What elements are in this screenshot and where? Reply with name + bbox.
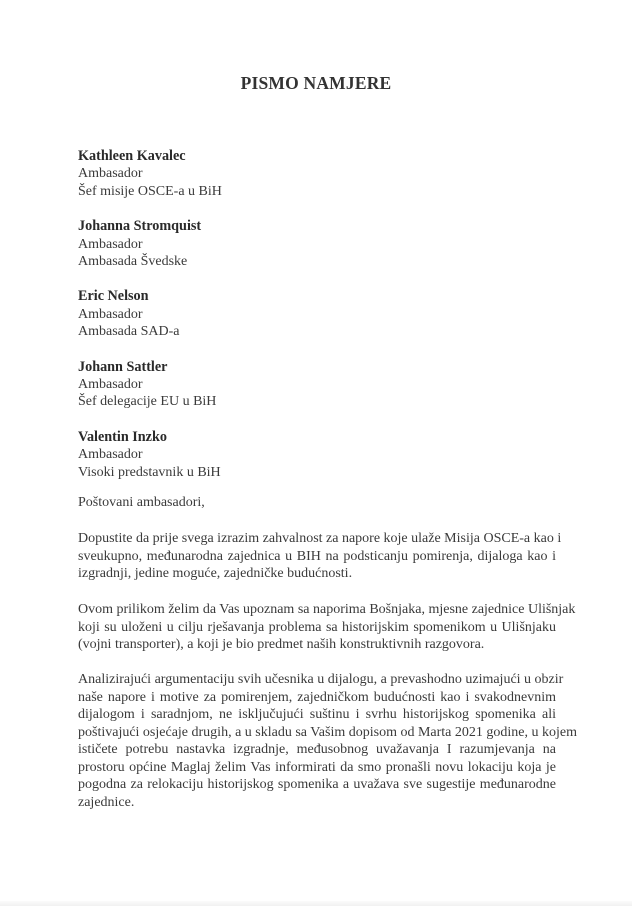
recipient-office: Ambasada Švedske	[78, 254, 188, 270]
paragraph-line: pogodna za relokaciju historijskog spomenika a uvažava sve sugestije međunarodne	[78, 777, 556, 792]
paragraph-line: dijalogom i saradnjom, ne isključujući suštinu i svrhu historijskog spomenika ali	[78, 707, 556, 722]
recipient-name: Johanna Stromquist	[78, 218, 202, 235]
recipient-role: Ambasador	[78, 166, 143, 182]
paragraph-line: (vojni transporter), a koji je bio predmet naših konstruktivnih razgovora.	[78, 637, 485, 652]
paragraph-relocation	[78, 671, 577, 811]
paragraph-line: ističete potrebu nastavka izgradnje, međusobnog uvažavanja I razumjevanja na	[78, 742, 556, 757]
paragraph-line: Ovom prilikom želim da Vas upoznam sa naporima Bošnjaka, mjesne zajednice Ulišnjak	[78, 602, 576, 617]
recipient-block	[78, 218, 378, 270]
recipient-block	[78, 288, 378, 340]
recipient-block	[78, 359, 378, 411]
document-title: PISMO NAMJERE	[240, 73, 392, 93]
paragraph-line: naše napore i motive za pomirenjem, zajedničkom budućnosti kao i svakodnevnim	[78, 689, 556, 705]
paragraph-line: zajednice.	[78, 794, 135, 810]
recipient-name: Valentin Inzko	[78, 428, 167, 445]
recipient-office: Visoki predstavnik u BiH	[78, 464, 221, 480]
paragraph-line: poštivajući osjećaje drugih, a u skladu sa Vašim dopisom od Marta 2021 godine, u kojem	[78, 724, 577, 740]
paragraph-line: Analizirajući argumentaciju svih učesnika u dijalogu, a prevashodno uzimajući u obzir	[78, 672, 564, 687]
recipient-name: Eric Nelson	[78, 288, 149, 305]
recipient-role: Ambasador	[78, 377, 143, 393]
paragraph-gratitude	[78, 530, 562, 583]
recipients-list	[78, 148, 378, 499]
recipient-office: Ambasada SAD-a	[78, 324, 180, 340]
paragraph-line: Dopustite da prije svega izrazim zahvalnost za napore koje ulaže Misija OSCE-a kao i	[78, 531, 562, 546]
paragraph-line: sveukupno, međunarodna zajednica u BIH na podsticanju pomirenja, dijaloga kao i	[78, 548, 556, 564]
recipient-name: Johann Sattler	[78, 358, 168, 375]
recipient-office: Šef delegacije EU u BiH	[78, 394, 217, 410]
paragraph-line: koji su uloženi u cilju rješavanja problema sa historijskim spomenikom u Ulišnjaku	[78, 619, 556, 635]
paragraph-line: izgradnji, jedine moguće, zajedničke budućnosti.	[78, 566, 353, 581]
paragraph-line: prostoru općine Maglaj želim Vas informirati da smo pronašli novu lokaciju koja je	[78, 759, 556, 775]
salutation: Poštovani ambasadori,	[78, 495, 205, 510]
page-bottom-edge	[0, 901, 632, 906]
recipient-block	[78, 148, 378, 200]
recipient-role: Ambasador	[78, 236, 143, 252]
recipient-name: Kathleen Kavalec	[78, 148, 186, 164]
recipient-role: Ambasador	[78, 447, 143, 463]
recipient-office: Šef misije OSCE-a u BiH	[78, 183, 222, 199]
recipient-role: Ambasador	[78, 306, 143, 322]
paragraph-efforts	[78, 601, 576, 654]
recipient-block	[78, 429, 378, 481]
